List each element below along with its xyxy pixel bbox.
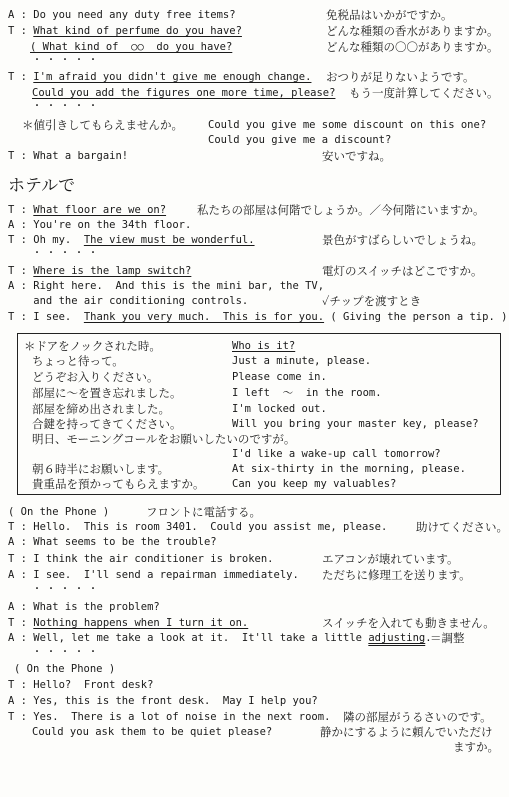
line-discount-jp: ＊値引きしてもらえませんか。: [22, 118, 183, 132]
line-t-front-desk: T : Hello? Front desk?: [8, 679, 154, 691]
box-jp-master-key: 合鍵を持ってきてください。: [32, 417, 182, 431]
line-t-nothing-happens: T : Nothing happens when I turn it on.: [8, 617, 249, 629]
phone-heading-1-jp: フロントに電話する。: [146, 505, 261, 519]
line-a-34th: A : You're on the 34th floor.: [8, 219, 192, 231]
box-en-wait: Just a minute, please.: [232, 355, 372, 367]
line-t-nothing-happens-jp: スイッチを入れても動きません。: [322, 616, 495, 630]
line-t-lamp-jp: 電灯のスイッチはどこですか。: [322, 264, 483, 278]
line-t-change-jp: おつりが足りないようです。: [326, 70, 475, 84]
box-en-come-in: Please come in.: [232, 371, 327, 383]
line-a-repairman: A : I see. I'll send a repairman immediately.: [8, 569, 299, 581]
section-heading-hotel: ホテルで: [8, 176, 76, 196]
line-a-front-desk: A : Yes, this is the front desk. May I help you?: [8, 695, 318, 707]
line-t-bargain-jp: 安いですね。: [322, 149, 391, 163]
line-t-change: T : I'm afraid you didn't give me enough change.: [8, 71, 312, 83]
line-t-bargain: T : What a bargain!: [8, 150, 129, 162]
phone-heading-2: ( On the Phone ): [14, 663, 116, 675]
line-a-duty-free: A : Do you need any duty free items?: [8, 9, 236, 21]
line-t-room-3401: T : Hello. This is room 3401. Could you assist me, please.: [8, 521, 388, 533]
line-t-perfume-jp: どんな種類の香水がありますか。: [326, 24, 499, 38]
line-a-duty-free-jp: 免税品はいかがですか。: [326, 8, 453, 22]
line-what-kind-template: ( What kind of ○○ do you have?: [30, 41, 233, 53]
line-a-trouble: A : What seems to be the trouble?: [8, 536, 217, 548]
box-jp-valuables: 貴重品を預かってもらえますか。: [32, 477, 205, 491]
box-en-valuables: Can you keep my valuables?: [232, 478, 397, 490]
line-add-figures-jp: もう一度計算してください。: [349, 86, 499, 100]
line-t-thank-you: T : I see. Thank you very much. This is for you. ( Giving the person a tip. ): [8, 311, 508, 323]
line-a-controls: and the air conditioning controls.: [8, 295, 249, 307]
line-t-floor: T : What floor are we on?: [8, 204, 167, 216]
box-en-left: I left 〜 in the room.: [232, 387, 382, 399]
dots-separator: ・・・・・: [32, 101, 102, 112]
box-jp-wait: ちょっと待って。: [32, 354, 124, 368]
line-t-perfume: T : What kind of perfume do you have?: [8, 25, 242, 37]
box-en-wakeup: I'd like a wake-up call tomorrow?: [232, 448, 441, 460]
line-add-figures: Could you add the figures one more time, please?: [32, 87, 336, 99]
line-a-problem: A : What is the problem?: [8, 601, 160, 613]
note-tip: ✓チップを渡すとき: [322, 294, 422, 308]
line-a-take-a-look: A : Well, let me take a look at it. It'll take a little adjusting.: [8, 632, 432, 644]
box-en-six-thirty: At six-thirty in the morning, please.: [232, 463, 466, 475]
box-en-master-key: Will you bring your master key, please?: [232, 418, 479, 430]
box-en-who: Who is it?: [232, 340, 296, 352]
box-jp-six-thirty: 朝６時半にお願いします。: [32, 462, 170, 476]
dots-separator: ・・・・・: [32, 248, 102, 259]
line-t-view: T : Oh my. The view must be wonderful.: [8, 234, 255, 246]
line-t-view-jp: 景色がすばらしいでしょうね。: [322, 233, 483, 247]
dots-separator: ・・・・・: [32, 584, 102, 595]
line-t-quiet: Could you ask them to be quiet please?: [32, 726, 273, 738]
box-jp-left: 部屋に〜を置き忘れました。: [32, 386, 182, 400]
line-t-noise-jp: 隣の部屋がうるさいのです。: [343, 710, 492, 724]
box-jp-locked: 部屋を締め出されました。: [32, 402, 170, 416]
line-t-ac-broken: T : I think the air conditioner is broken.: [8, 553, 274, 565]
line-a-repairman-jp: ただちに修理工を送ります。: [322, 568, 471, 582]
line-t-lamp: T : Where is the lamp switch?: [8, 265, 192, 277]
box-jp-come-in: どうぞお入りください。: [32, 370, 159, 384]
line-t-floor-jp: 私たちの部屋は何階でしょうか。／今何階にいますか。: [197, 203, 485, 217]
line-what-kind-template-jp: どんな種類の〇〇がありますか。: [326, 40, 499, 54]
line-discount-en: Could you give me some discount on this one?: [208, 119, 487, 131]
box-en-locked: I'm locked out.: [232, 403, 327, 415]
line-t-ac-broken-jp: エアコンが壊れています。: [322, 552, 459, 566]
dots-separator: ・・・・・: [32, 55, 102, 66]
line-a-right-here: A : Right here. And this is the mini bar, the TV,: [8, 280, 325, 292]
line-t-room-3401-jp: 助けてください。: [416, 520, 508, 534]
line-t-noise: T : Yes. There is a lot of noise in the next room.: [8, 711, 331, 723]
box-jp-knock: ＊ドアをノックされた時。: [24, 339, 161, 353]
line-t-quiet-jp-2: ますか。: [453, 740, 499, 754]
note-adjusting-jp: ＝調整: [430, 631, 465, 645]
box-jp-wakeup: 明日、モーニングコールをお願いしたいのですが。: [32, 432, 296, 446]
line-t-quiet-jp: 静かにするように頼んでいただけ: [320, 725, 493, 739]
phone-heading-1: ( On the Phone ): [8, 506, 110, 518]
dots-separator: ・・・・・: [32, 647, 102, 658]
line-discount-en-2: Could you give me a discount?: [208, 134, 392, 146]
